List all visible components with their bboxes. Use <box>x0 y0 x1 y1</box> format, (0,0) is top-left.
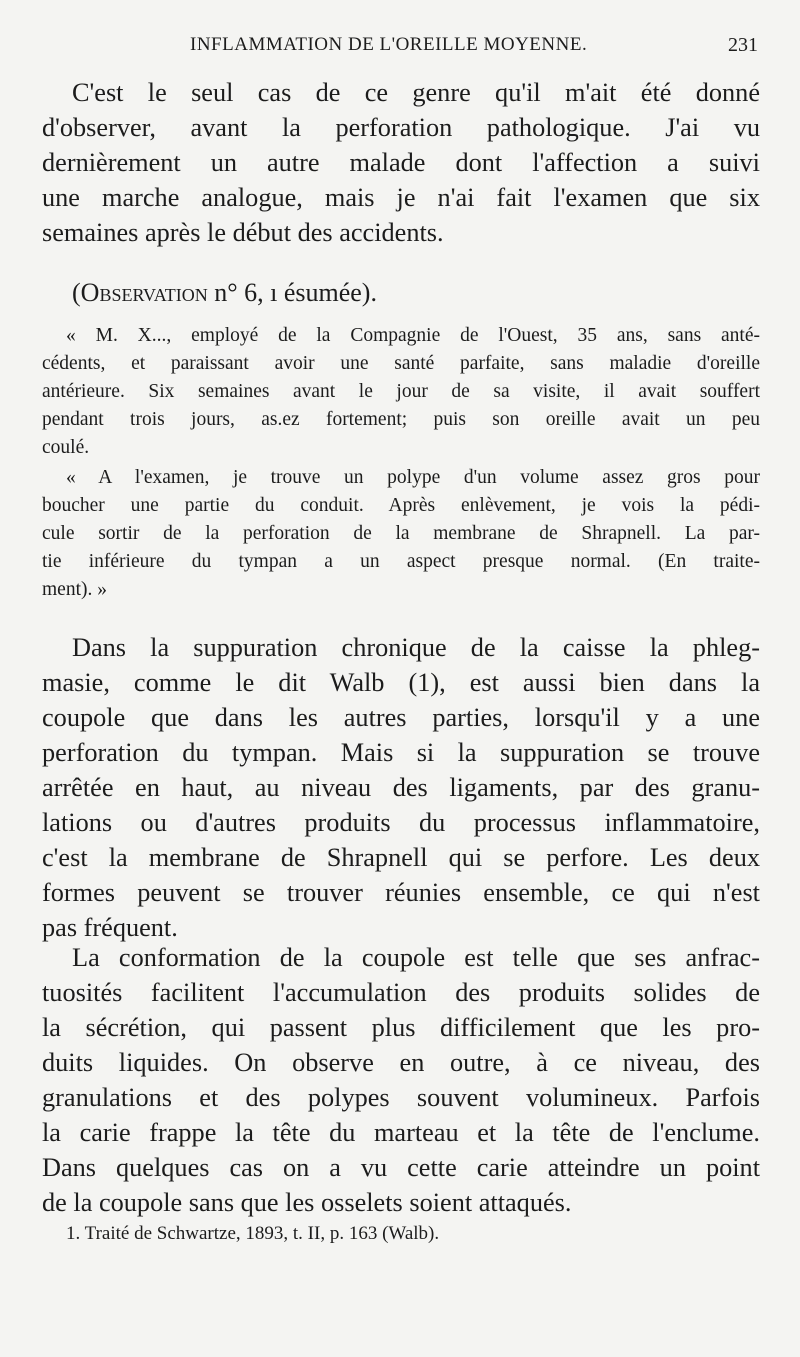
quote-1-line: « M. X..., employé de la Compagnie de l'Ouest, 35 ans, sans anté- <box>66 325 760 346</box>
observation-quote-1 <box>42 322 760 462</box>
paragraph-3-line: La conformation de la coupole est telle que ses anfrac- <box>72 943 760 972</box>
paragraph-3-line: granulations et des polypes souvent volumineux. Parfois <box>42 1083 760 1112</box>
paragraph-2-line: lations ou d'autres produits du processus inflammatoire, <box>42 808 760 837</box>
running-head <box>40 34 760 58</box>
paragraph-3-line: Dans quelques cas on a vu cette carie atteindre un point <box>42 1153 760 1182</box>
quote-1-line: cédents, et paraissant avoir une santé parfaite, sans maladie d'oreille <box>42 353 760 374</box>
quote-2-line: ment). » <box>42 579 107 600</box>
paragraph-1-line: C'est le seul cas de ce genre qu'il m'ait été donné <box>72 78 760 107</box>
footnote: 1. Traité de Schwartze, 1893, t. II, p. 163 (Walb). <box>66 1223 440 1244</box>
paragraph-2-line: formes peuvent se trouver réunies ensemble, ce qui n'est <box>42 878 760 907</box>
quote-2-line: « A l'examen, je trouve un polype d'un volume assez gros pour <box>66 467 760 488</box>
paragraph-1 <box>42 75 760 250</box>
quote-2-line: tie inférieure du tympan a un aspect presque normal. (En traite- <box>42 551 760 572</box>
quote-1-line: pendant trois jours, as.ez fortement; puis son oreille avait un peu <box>42 409 760 430</box>
paragraph-2-line: c'est la membrane de Shrapnell qui se perfore. Les deux <box>42 843 760 872</box>
paragraph-3-line: duits liquides. On observe en outre, à ce niveau, des <box>42 1048 760 1077</box>
quote-2-line: boucher une partie du conduit. Après enlèvement, je vois la pédi- <box>42 495 760 516</box>
paragraph-3 <box>42 940 760 1220</box>
paragraph-3-line: la sécrétion, qui passent plus difficilement que les pro- <box>42 1013 760 1042</box>
observation-heading-label: Observation <box>80 278 208 307</box>
paragraph-3-line: de la coupole sans que les osselets soient attaqués. <box>42 1188 572 1217</box>
running-title: INFLAMMATION DE L'OREILLE MOYENNE. <box>190 34 588 55</box>
paragraph-1-line: d'observer, avant la perforation pathologique. J'ai vu <box>42 113 760 142</box>
paragraph-1-line: dernièrement un autre malade dont l'affection a suivi <box>42 148 760 177</box>
quote-2-line: cule sortir de la perforation de la membrane de Shrapnell. La par- <box>42 523 760 544</box>
paragraph-2-line: masie, comme le dit Walb (1), est aussi bien dans la <box>42 668 760 697</box>
paragraph-3-line: tuosités facilitent l'accumulation des produits solides de <box>42 978 760 1007</box>
page-number: 231 <box>728 34 758 56</box>
observation-heading-rest: n° 6, ı ésumée). <box>207 278 377 307</box>
paragraph-2-line: perforation du tympan. Mais si la suppuration se trouve <box>42 738 760 767</box>
paragraph-1-line: une marche analogue, mais je n'ai fait l'examen que six <box>42 183 760 212</box>
paragraph-3-line: la carie frappe la tête du marteau et la tête de l'enclume. <box>42 1118 760 1147</box>
paragraph-1-line: semaines après le début des accidents. <box>42 218 444 247</box>
observation-quote-2 <box>42 464 760 604</box>
paragraph-2 <box>42 630 760 945</box>
quote-1-line: coulé. <box>42 437 90 458</box>
quote-1-line: antérieure. Six semaines avant le jour de sa visite, il avait souffert <box>42 381 760 402</box>
observation-heading-open: ( <box>72 278 81 307</box>
paragraph-2-line: arrêtée en haut, au niveau des ligaments, par des granu- <box>42 773 760 802</box>
paragraph-2-line: coupole que dans les autres parties, lorsqu'il y a une <box>42 703 760 732</box>
paragraph-2-line: Dans la suppuration chronique de la caisse la phleg- <box>72 633 760 662</box>
observation-heading <box>72 278 377 308</box>
paragraph-2-line: pas fréquent. <box>42 913 178 942</box>
